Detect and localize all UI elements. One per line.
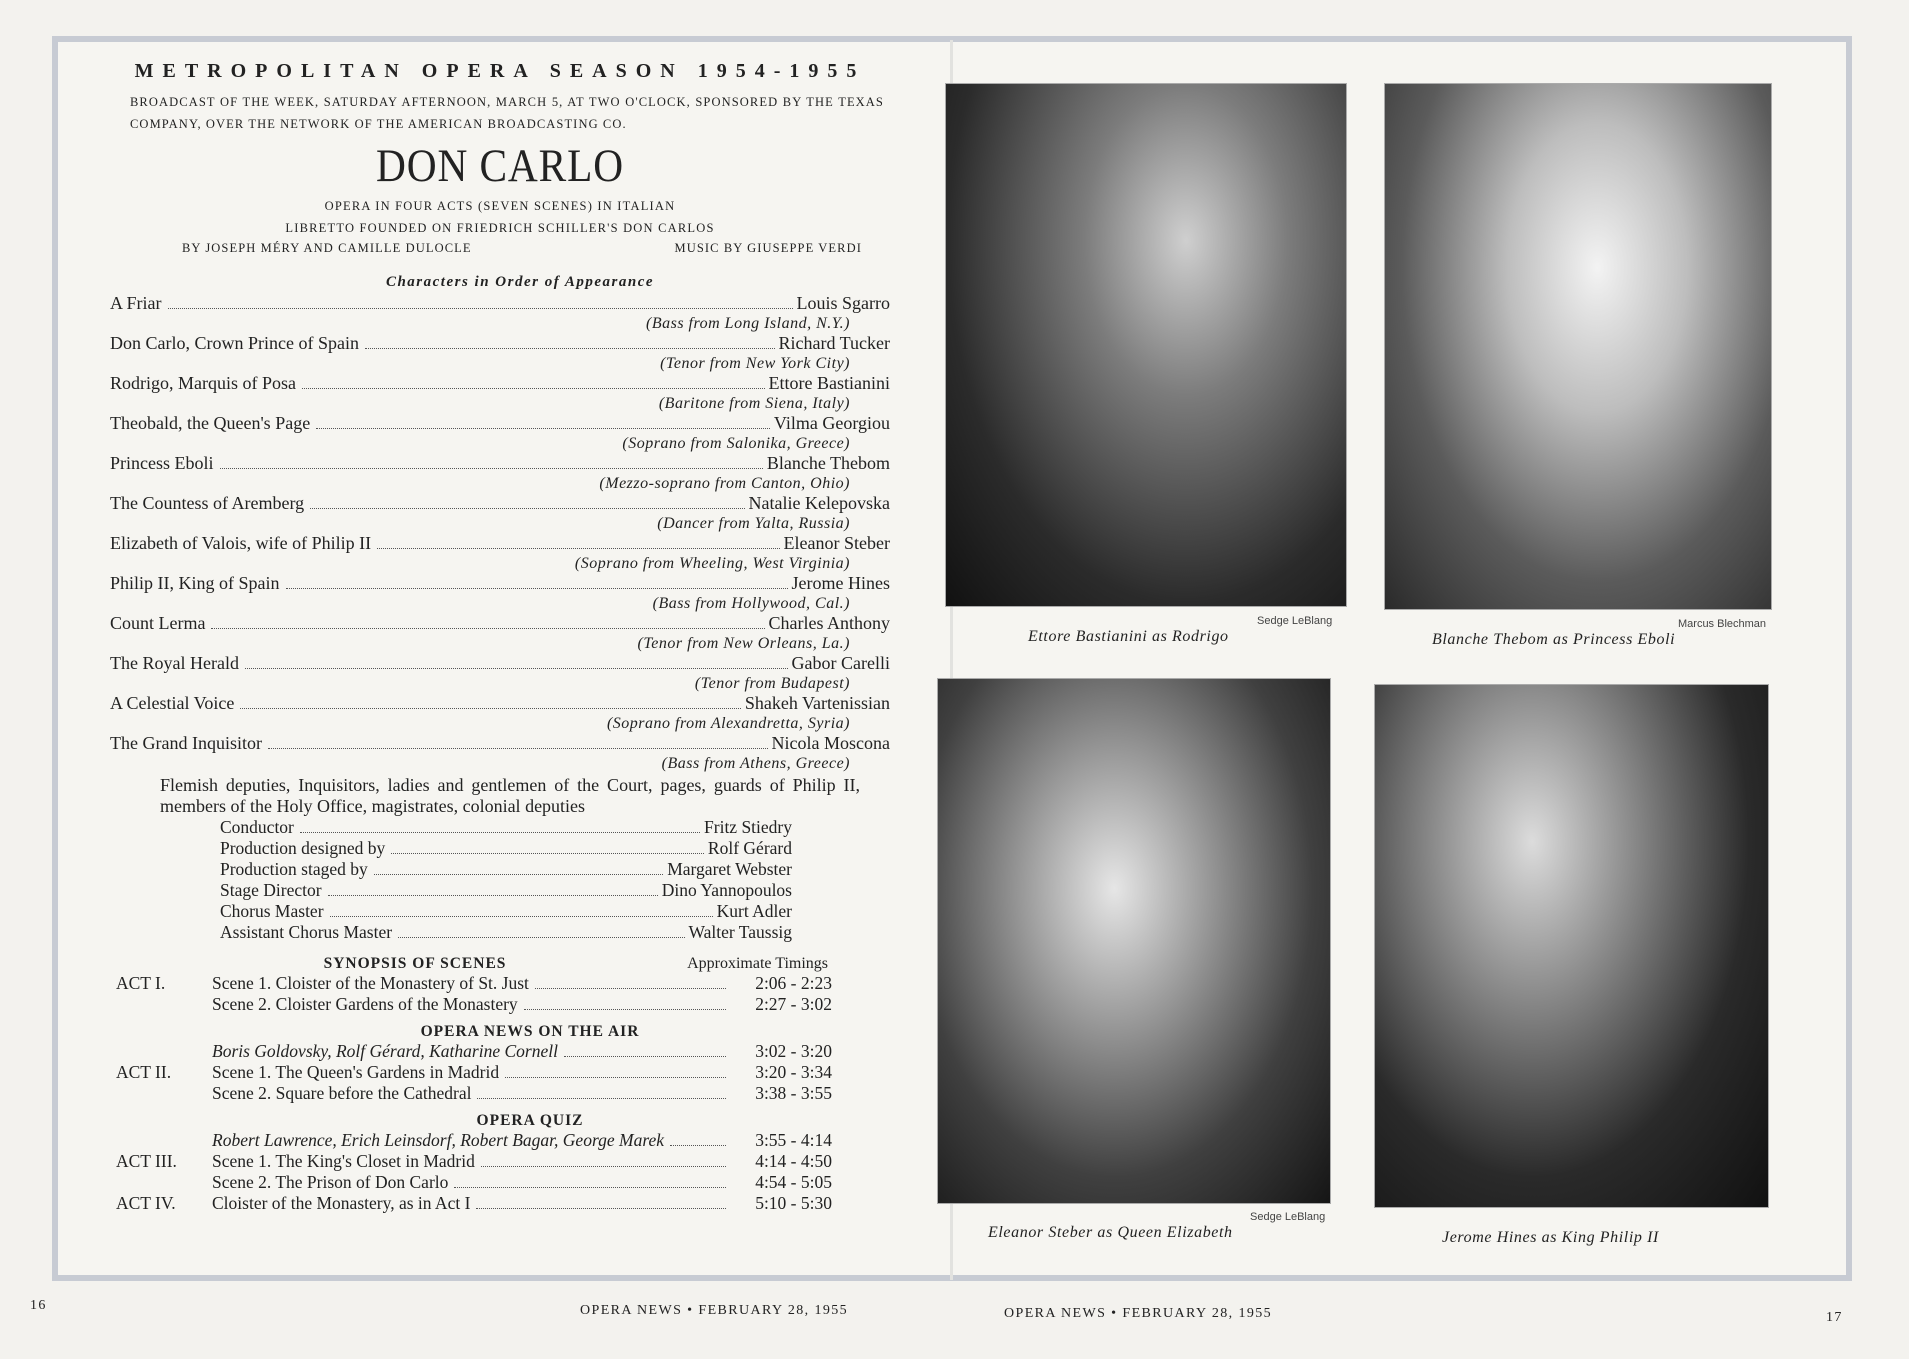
running-footer-left: OPERA NEWS • FEBRUARY 28, 1955 — [580, 1303, 849, 1318]
opera-news-heading: OPERA NEWS ON THE AIR — [420, 1023, 640, 1040]
cast-row — [110, 653, 890, 674]
program-page — [110, 48, 890, 1214]
act-label: ACT II. — [116, 1062, 172, 1082]
staff-role: Production staged by — [220, 859, 368, 879]
staff-role: Chorus Master — [220, 901, 324, 921]
synopsis-block-3 — [110, 1130, 890, 1214]
character-role: The Grand Inquisitor — [110, 733, 262, 753]
synopsis-row — [110, 1083, 832, 1104]
staff-list — [220, 817, 792, 943]
timing: 2:06 - 2:23 — [755, 973, 832, 993]
broadcast-notice: BROADCAST OF THE WEEK, SATURDAY AFTERNOON, MARCH 5, AT TWO O'CLOCK, SPONSORED BY THE TEXAS COMPANY, OVER THE NETWORK OF THE AMERICAN BROADCASTING CO. — [130, 95, 884, 131]
dot-leader — [286, 588, 788, 589]
timings-label: Approximate Timings — [687, 955, 828, 972]
synopsis-row — [110, 994, 832, 1015]
dot-leader — [477, 1098, 726, 1099]
character-role: Philip II, King of Spain — [110, 573, 280, 593]
scene-description: Robert Lawrence, Erich Leinsdorf, Robert Bagar, George Marek — [212, 1130, 665, 1150]
cast-row — [110, 533, 890, 554]
dot-leader — [316, 428, 770, 429]
character-role: The Countess of Aremberg — [110, 493, 305, 513]
photo-caption: Eleanor Steber as Queen Elizabeth — [988, 1224, 1233, 1241]
photo-caption: Jerome Hines as King Philip II — [1442, 1229, 1659, 1246]
singer-origin: (Soprano from Wheeling, West Virginia) — [574, 555, 850, 572]
dot-leader — [454, 1187, 726, 1188]
staff-role: Stage Director — [220, 880, 322, 900]
singer-name: Richard Tucker — [778, 333, 890, 353]
synopsis-heading: SYNOPSIS OF SCENES — [323, 955, 507, 972]
synopsis-row — [110, 1151, 832, 1172]
dot-leader — [398, 937, 684, 938]
staff-name: Dino Yannopoulos — [661, 880, 792, 900]
singer-origin: (Mezzo-soprano from Canton, Ohio) — [599, 475, 850, 492]
character-role: Princess Eboli — [110, 453, 214, 473]
cast-row — [110, 573, 890, 594]
cast-heading: Characters in Order of Appearance — [385, 274, 655, 290]
character-role: Count Lerma — [110, 613, 206, 633]
singer-name: Gabor Carelli — [791, 653, 890, 673]
dot-leader — [670, 1145, 726, 1146]
scene-description: Scene 2. The Prison of Don Carlo — [212, 1172, 449, 1192]
staff-row — [220, 838, 792, 859]
dot-leader — [268, 748, 768, 749]
act-label: ACT IV. — [116, 1193, 176, 1213]
masthead: METROPOLITAN OPERA SEASON 1954-1955 — [134, 60, 866, 82]
photo-caption: Ettore Bastianini as Rodrigo — [1028, 628, 1229, 645]
singer-name: Jerome Hines — [791, 573, 890, 593]
dot-leader — [524, 1009, 726, 1010]
staff-name: Margaret Webster — [667, 859, 792, 879]
photo-rodrigo — [945, 83, 1347, 607]
photo-credit: Sedge LeBlang — [1257, 615, 1333, 627]
cast-row — [110, 293, 890, 314]
dot-leader — [220, 468, 763, 469]
dot-leader — [391, 853, 704, 854]
character-role: Don Carlo, Crown Prince of Spain — [110, 333, 359, 353]
staff-name: Fritz Stiedry — [704, 817, 792, 837]
scene-description: Boris Goldovsky, Rolf Gérard, Katharine Cornell — [212, 1041, 558, 1061]
staff-row — [220, 901, 792, 922]
singer-name: Nicola Moscona — [771, 733, 890, 753]
cast-row — [110, 453, 890, 474]
character-role: Rodrigo, Marquis of Posa — [110, 373, 296, 393]
dot-leader — [302, 388, 765, 389]
singer-origin: (Dancer from Yalta, Russia) — [657, 515, 850, 532]
running-footer-right: OPERA NEWS • FEBRUARY 28, 1955 — [1004, 1306, 1273, 1321]
dot-leader — [481, 1166, 726, 1167]
dot-leader — [535, 988, 726, 989]
staff-name: Walter Taussig — [688, 922, 792, 942]
dot-leader — [374, 874, 663, 875]
singer-origin: (Soprano from Alexandretta, Syria) — [606, 715, 850, 732]
singer-origin: (Tenor from Budapest) — [694, 675, 850, 692]
dot-leader — [300, 832, 700, 833]
character-role: A Celestial Voice — [110, 693, 235, 713]
page-number-left: 16 — [30, 1298, 47, 1313]
dot-leader — [365, 348, 775, 349]
singer-origin: (Baritone from Siena, Italy) — [658, 395, 850, 412]
synopsis-row — [110, 973, 832, 994]
scene-description: Cloister of the Monastery, as in Act I — [212, 1193, 471, 1213]
dot-leader — [476, 1208, 726, 1209]
synopsis-row — [110, 1062, 832, 1083]
cast-row — [110, 373, 890, 394]
scene-description: Scene 2. Cloister Gardens of the Monastery — [212, 994, 518, 1014]
synopsis-header — [110, 955, 890, 973]
staff-role: Production designed by — [220, 838, 386, 858]
singer-origin: (Tenor from New Orleans, La.) — [637, 635, 850, 652]
staff-role: Conductor — [220, 817, 294, 837]
scene-description: Scene 1. The Queen's Gardens in Madrid — [212, 1062, 500, 1082]
cast-row — [110, 693, 890, 714]
dot-leader — [245, 668, 788, 669]
cast-row — [110, 413, 890, 434]
authorship-line — [182, 241, 862, 256]
subtitle-line-1: OPERA IN FOUR ACTS (SEVEN SCENES) IN ITALIAN — [324, 199, 676, 213]
dot-leader — [211, 628, 764, 629]
synopsis-row — [110, 1193, 832, 1214]
timing: 3:55 - 4:14 — [755, 1130, 832, 1150]
dot-leader — [330, 916, 713, 917]
scene-description: Scene 1. Cloister of the Monastery of St. Just — [212, 973, 529, 993]
dot-leader — [564, 1056, 726, 1057]
librettists: BY JOSEPH MÉRY AND CAMILLE DULOCLE — [182, 241, 472, 255]
timing: 3:02 - 3:20 — [755, 1041, 832, 1061]
character-role: A Friar — [110, 293, 162, 313]
photo-philip — [1374, 684, 1769, 1208]
photo-elizabeth — [937, 678, 1331, 1204]
synopsis-block-1 — [110, 973, 890, 1015]
act-label: ACT III. — [116, 1151, 177, 1171]
singer-origin: (Bass from Long Island, N.Y.) — [645, 315, 850, 332]
timing: 3:20 - 3:34 — [755, 1062, 832, 1082]
timing: 4:14 - 4:50 — [755, 1151, 832, 1171]
singer-origin: (Tenor from New York City) — [660, 355, 850, 372]
opera-quiz-heading: OPERA QUIZ — [476, 1112, 584, 1129]
cast-row — [110, 493, 890, 514]
staff-role: Assistant Chorus Master — [220, 922, 393, 942]
staff-row — [220, 817, 792, 838]
scene-description: Scene 2. Square before the Cathedral — [212, 1083, 472, 1103]
singer-origin: (Soprano from Salonika, Greece) — [622, 435, 850, 452]
synopsis-row — [110, 1130, 832, 1151]
synopsis-row — [110, 1041, 832, 1062]
dot-leader — [328, 895, 658, 896]
character-role: Elizabeth of Valois, wife of Philip II — [110, 533, 372, 553]
timing: 3:38 - 3:55 — [755, 1083, 832, 1103]
singer-name: Blanche Thebom — [766, 453, 890, 473]
staff-row — [220, 880, 792, 901]
synopsis-block-2 — [110, 1041, 890, 1104]
character-role: The Royal Herald — [110, 653, 239, 673]
dot-leader — [377, 548, 779, 549]
staff-row — [220, 922, 792, 943]
timing: 5:10 - 5:30 — [755, 1193, 832, 1213]
chorus-note: Flemish deputies, Inquisitors, ladies and gentlemen of the Court, pages, guards of Philip II, members of the Holy Office, magistrates, colonial deputies — [160, 775, 860, 816]
dot-leader — [310, 508, 744, 509]
cast-list — [110, 293, 890, 773]
singer-name: Eleanor Steber — [783, 533, 890, 553]
character-role: Theobald, the Queen's Page — [110, 413, 311, 433]
dot-leader — [240, 708, 741, 709]
staff-row — [220, 859, 792, 880]
timing: 4:54 - 5:05 — [755, 1172, 832, 1192]
synopsis-row — [110, 1172, 832, 1193]
timing: 2:27 - 3:02 — [755, 994, 832, 1014]
opera-title: DON CARLO — [375, 140, 625, 192]
photo-credit: Marcus Blechman — [1678, 618, 1767, 630]
composer: MUSIC BY GIUSEPPE VERDI — [674, 241, 862, 255]
act-label: ACT I. — [116, 973, 166, 993]
singer-name: Louis Sgarro — [796, 293, 890, 313]
scene-description: Scene 1. The King's Closet in Madrid — [212, 1151, 475, 1171]
singer-name: Shakeh Vartenissian — [744, 693, 890, 713]
singer-name: Natalie Kelepovska — [748, 493, 890, 513]
subtitle-line-2: LIBRETTO FOUNDED ON FRIEDRICH SCHILLER'S DON CARLOS — [285, 221, 715, 235]
dot-leader — [168, 308, 793, 309]
page-number-right: 17 — [1826, 1310, 1843, 1325]
photo-caption: Blanche Thebom as Princess Eboli — [1432, 631, 1676, 648]
singer-origin: (Bass from Athens, Greece) — [661, 755, 850, 772]
singer-name: Ettore Bastianini — [768, 373, 890, 393]
cast-row — [110, 733, 890, 754]
photo-credit: Sedge LeBlang — [1250, 1211, 1326, 1223]
singer-name: Vilma Georgiou — [773, 413, 890, 433]
cast-row — [110, 613, 890, 634]
singer-name: Charles Anthony — [768, 613, 890, 633]
staff-name: Kurt Adler — [716, 901, 792, 921]
staff-name: Rolf Gérard — [707, 838, 792, 858]
cast-row — [110, 333, 890, 354]
singer-origin: (Bass from Hollywood, Cal.) — [652, 595, 850, 612]
dot-leader — [505, 1077, 726, 1078]
photo-eboli — [1384, 83, 1772, 610]
